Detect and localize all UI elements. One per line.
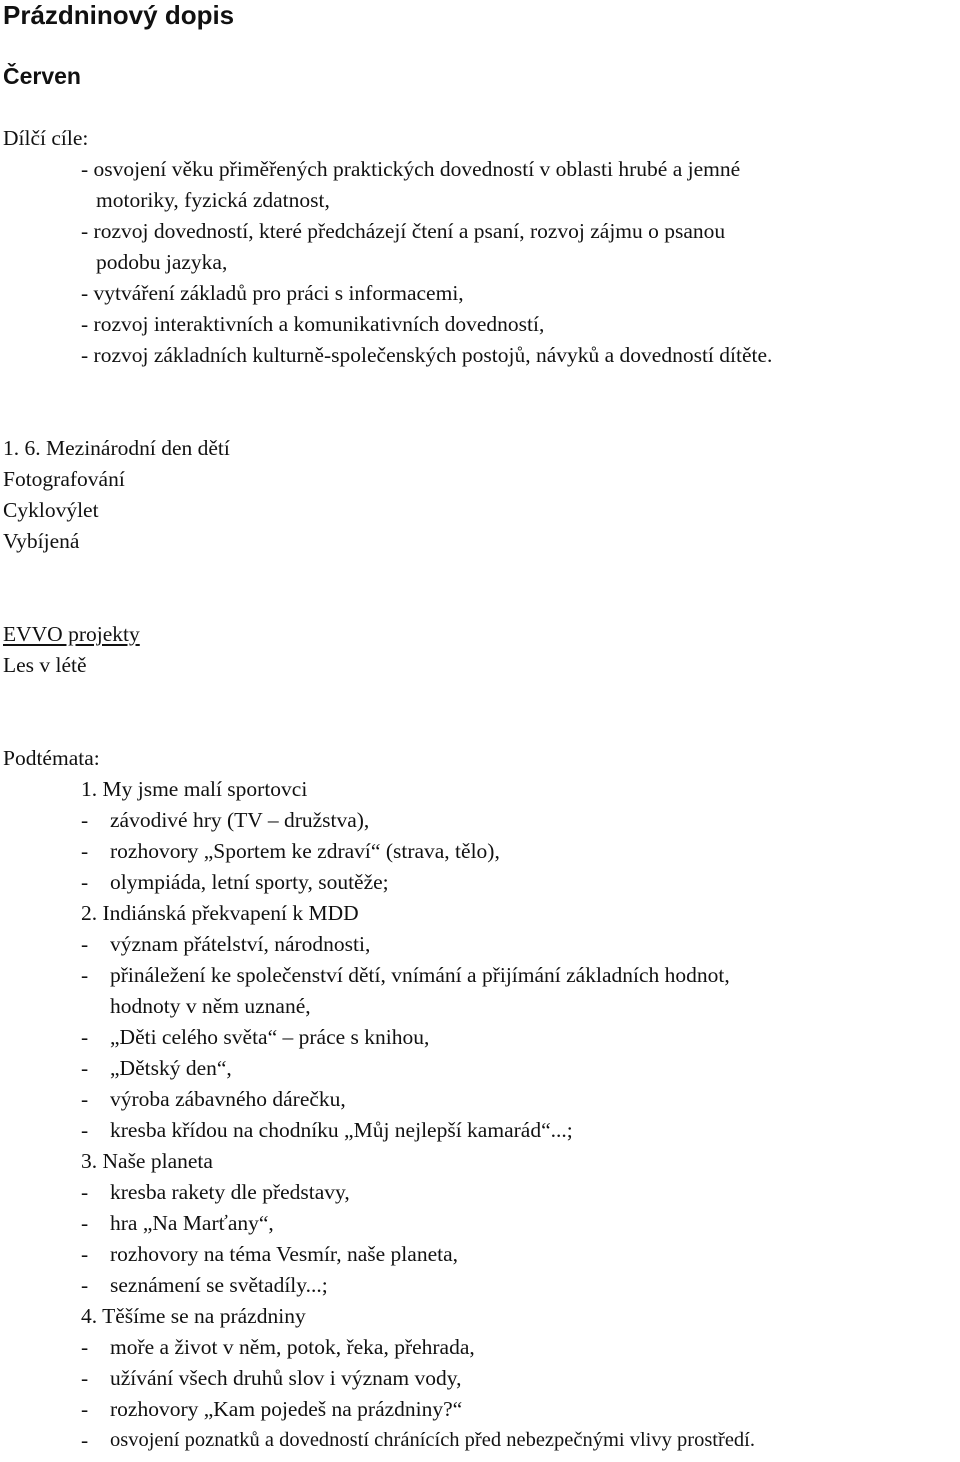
bullet-dash: - — [81, 1428, 89, 1452]
subtopic-title: 1. My jsme malí sportovci — [81, 777, 308, 801]
evvo-project: Les v létě — [3, 653, 87, 677]
subtopic-item: „Dětský den“, — [110, 1056, 232, 1080]
goal-line: - rozvoj základních kulturně-společenských postojů, návyků a dovedností dítěte. — [81, 343, 773, 367]
bullet-dash: - — [81, 1056, 89, 1080]
event-item: 1. 6. Mezinárodní den dětí — [3, 436, 230, 460]
bullet-dash: - — [81, 1335, 89, 1359]
subtopic-item: rozhovory „Sportem ke zdraví“ (strava, tělo), — [110, 839, 500, 863]
subtopic-item: užívání všech druhů slov i význam vody, — [110, 1366, 462, 1390]
bullet-dash: - — [81, 963, 89, 987]
goal-line: - rozvoj dovedností, které předcházejí čtení a psaní, rozvoj zájmu o psanou — [81, 219, 726, 243]
goal-line: podobu jazyka, — [96, 250, 228, 274]
subtopic-item: význam přátelství, národnosti, — [110, 932, 371, 956]
subtopic-item: hra „Na Marťany“, — [110, 1211, 274, 1235]
bullet-dash: - — [81, 870, 89, 894]
event-item: Vybíjená — [3, 529, 80, 553]
subtopic-title: 2. Indiánská překvapení k MDD — [81, 901, 359, 925]
document-title: Prázdninový dopis — [3, 0, 235, 30]
subtopic-item: osvojení poznatků a dovedností chránících před nebezpečnými vlivy prostředí. — [110, 1429, 755, 1451]
goal-line: - osvojení věku přiměřených praktických dovedností v oblasti hrubé a jemné — [81, 157, 741, 181]
bullet-dash: - — [81, 839, 89, 863]
bullet-dash: - — [81, 1087, 89, 1111]
evvo-heading: EVVO projekty — [3, 622, 140, 646]
bullet-dash: - — [81, 1118, 89, 1142]
bullet-dash: - — [81, 1397, 89, 1421]
subtopic-item: výroba zábavného dárečku, — [110, 1087, 346, 1111]
subtopic-item: kresba křídou na chodníku „Můj nejlepší kamarád“...; — [110, 1118, 573, 1142]
bullet-dash: - — [81, 1242, 89, 1266]
subtopic-item-continuation: hodnoty v něm uznané, — [110, 994, 311, 1018]
event-item: Cyklovýlet — [3, 498, 99, 522]
subtopic-item: „Děti celého světa“ – práce s knihou, — [110, 1025, 430, 1049]
subtopics-heading: Podtémata: — [3, 746, 100, 770]
bullet-dash: - — [81, 808, 89, 832]
goal-line: - vytváření základů pro práci s informacemi, — [81, 281, 464, 305]
goals-heading: Dílčí cíle: — [3, 126, 89, 150]
bullet-dash: - — [81, 1025, 89, 1049]
subtopic-item: závodivé hry (TV – družstva), — [110, 808, 370, 832]
subtopic-title: 3. Naše planeta — [81, 1149, 213, 1173]
bullet-dash: - — [81, 932, 89, 956]
bullet-dash: - — [81, 1273, 89, 1297]
goal-line: motoriky, fyzická zdatnost, — [96, 188, 330, 212]
subtopic-title: 4. Těšíme se na prázdniny — [81, 1304, 306, 1328]
subtopic-item: seznámení se světadíly...; — [110, 1273, 328, 1297]
bullet-dash: - — [81, 1180, 89, 1204]
subtopic-item: přináležení ke společenství dětí, vnímání a přijímání základních hodnot, — [110, 963, 730, 987]
subtopic-item: rozhovory „Kam pojedeš na prázdniny?“ — [110, 1397, 463, 1421]
subtopic-item: moře a život v něm, potok, řeka, přehrada, — [110, 1335, 475, 1359]
bullet-dash: - — [81, 1211, 89, 1235]
bullet-dash: - — [81, 1366, 89, 1390]
subtopic-item: olympiáda, letní sporty, soutěže; — [110, 870, 389, 894]
subtopic-item: kresba rakety dle představy, — [110, 1180, 350, 1204]
event-item: Fotografování — [3, 467, 125, 491]
goal-line: - rozvoj interaktivních a komunikativních dovedností, — [81, 312, 545, 336]
subtopic-item: rozhovory na téma Vesmír, naše planeta, — [110, 1242, 458, 1266]
month-heading: Červen — [3, 63, 81, 89]
